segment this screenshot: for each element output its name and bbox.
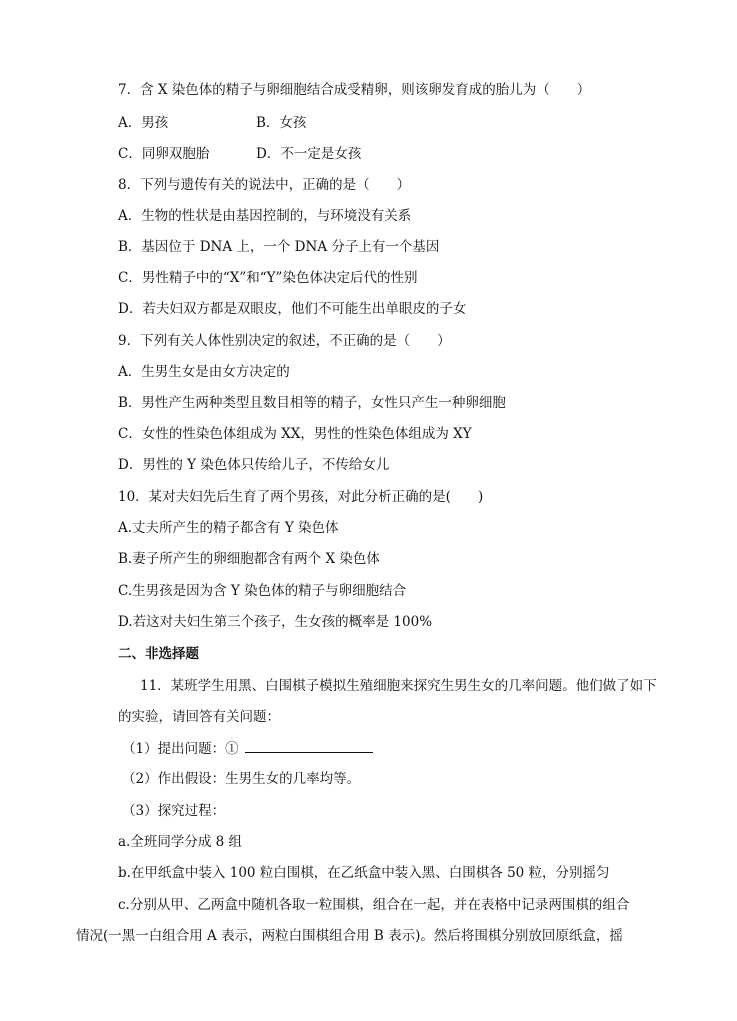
- q10-option-b: B.妻子所产生的卵细胞都含有两个 X 染色体: [118, 551, 380, 567]
- section-heading: 二、非选择题: [118, 646, 199, 662]
- q9-option-d: D．男性的 Y 染色体只传给儿子，不传给女儿: [118, 457, 390, 473]
- q11-part3: （3）探究过程：: [122, 803, 226, 819]
- q8-stem: 8．下列与遗传有关的说法中，正确的是（ ）: [118, 177, 411, 193]
- q11-part1: [122, 738, 373, 758]
- q10-option-a: A.丈夫所产生的精子都含有 Y 染色体: [118, 520, 339, 536]
- answer-blank[interactable]: [245, 738, 373, 753]
- q10-option-d: D.若这对夫妇生第三个孩子，生女孩的概率是 100%: [118, 614, 433, 630]
- q8-option-b: B．基因位于 DNA 上，一个 DNA 分子上有一个基因: [118, 239, 440, 255]
- q11-stem-line2: 的实验，请回答有关问题：: [118, 709, 280, 725]
- q7-option-a: A．男孩: [118, 115, 169, 131]
- q11-step-c-line2: 情况(一黑一白组合用 A 表示，两粒白围棋组合用 B 表示)。然后将围棋分别放回原纸盒，摇: [76, 928, 623, 944]
- q7-option-b: B．女孩: [256, 115, 307, 131]
- q7-option-d: D．不一定是女孩: [256, 146, 362, 162]
- q11-part2: （2）作出假设：生男生女的几率均等。: [122, 771, 361, 787]
- q11-step-b: b.在甲纸盒中装入 100 粒白围棋，在乙纸盒中装入黑、白围棋各 50 粒，分别摇匀: [118, 865, 610, 881]
- q9-option-b: B．男性产生两种类型且数目相等的精子，女性只产生一种卵细胞: [118, 395, 506, 411]
- q11-step-c-line1: c.分别从甲、乙两盒中随机各取一粒围棋，组合在一起，并在表格中记录两围棋的组合: [118, 897, 630, 913]
- q8-option-c: C．男性精子中的“X”和“Y”染色体决定后代的性别: [118, 270, 418, 286]
- q10-stem: 10．某对夫妇先后生育了两个男孩，对此分析正确的是( ): [118, 489, 484, 505]
- q10-option-c: C.生男孩是因为含 Y 染色体的精子与卵细胞结合: [118, 583, 407, 599]
- q9-option-c: C．女性的性染色体组成为 XX，男性的性染色体组成为 XY: [118, 426, 472, 442]
- q11-part1-label: （1）提出问题：①: [122, 741, 239, 757]
- q11-step-a: a.全班同学分成 8 组: [118, 834, 243, 850]
- q8-option-a: A．生物的性状是由基因控制的，与环境没有关系: [118, 208, 412, 224]
- q7-option-c: C．同卵双胞胎: [118, 146, 210, 162]
- q7-stem: 7．含 X 染色体的精子与卵细胞结合成受精卵，则该卵发育成的胎儿为（ ）: [118, 82, 591, 98]
- q8-option-d: D．若夫妇双方都是双眼皮，他们不可能生出单眼皮的子女: [118, 301, 467, 317]
- q9-option-a: A．生男生女是由女方决定的: [118, 364, 290, 380]
- q11-stem-line1: 11．某班学生用黑、白围棋子模拟生殖细胞来探究生男生女的几率问题。他们做了如下: [140, 678, 657, 694]
- q9-stem: 9．下列有关人体性别决定的叙述，不正确的是（ ）: [118, 333, 451, 349]
